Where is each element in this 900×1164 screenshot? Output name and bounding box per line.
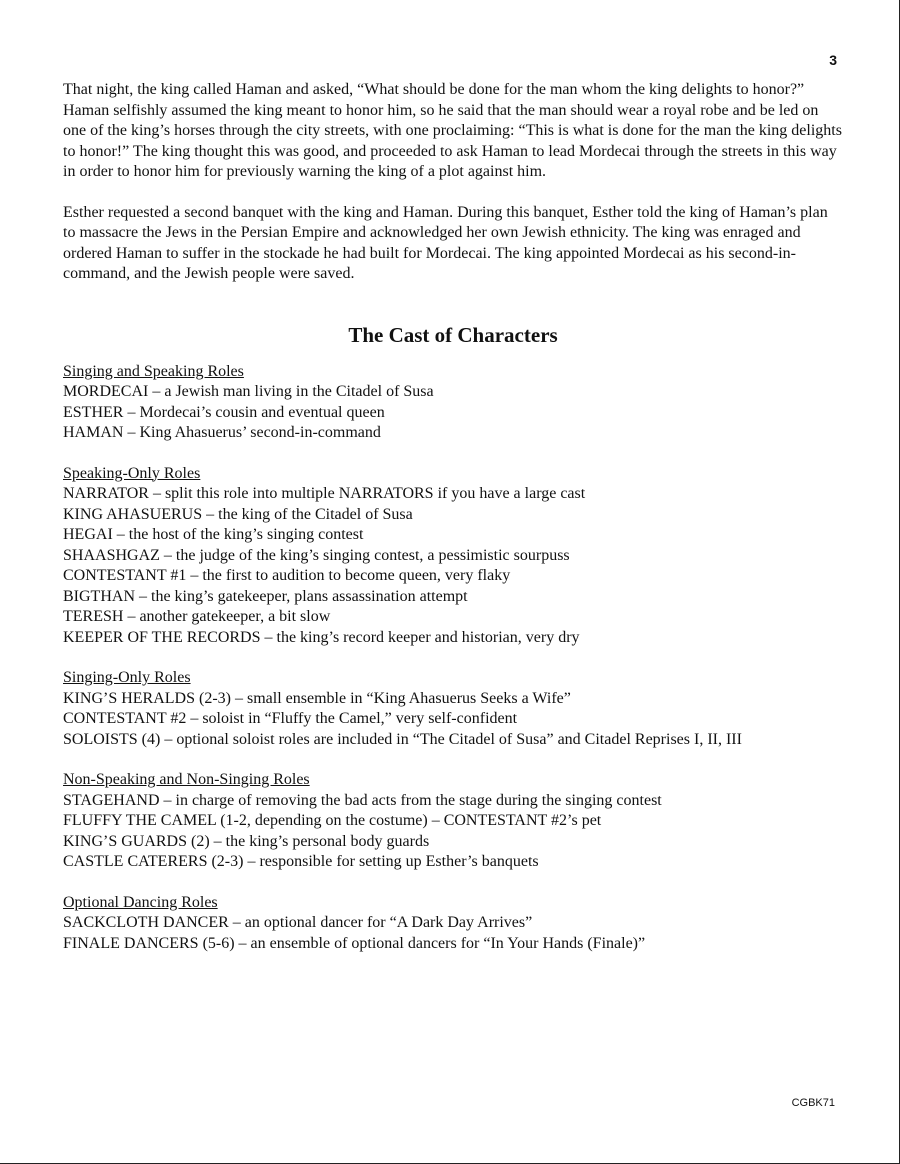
story-paragraph: Esther requested a second banquet with the king and Haman. During this banquet, Esther told the king of Haman’s plan to massacre the Jews in the Persian Empire and acknowledged her own Jewish ethnicity. The king was enraged and ordered Haman to suffer in the stockade he had built for Mordecai. The king appointed Mordecai as his second-in-command, and the Jewish people were saved. xyxy=(63,203,828,282)
role-item: TERESH – another gatekeeper, a bit slow xyxy=(63,608,331,625)
role-item: SHAASHGAZ – the judge of the king’s singing contest, a pessimistic sourpuss xyxy=(63,546,570,564)
role-item: KING’S GUARDS (2) – the king’s personal body guards xyxy=(63,832,430,850)
role-item: KING’S HERALDS (2-3) – small ensemble in “King Ahasuerus Seeks a Wife” xyxy=(63,689,571,707)
role-item: ESTHER – Mordecai’s cousin and eventual queen xyxy=(63,403,385,421)
document-body xyxy=(63,80,843,974)
role-item: HAMAN – King Ahasuerus’ second-in-command xyxy=(63,424,381,441)
role-item: CONTESTANT #2 – soloist in “Fluffy the Camel,” very self-confident xyxy=(63,710,518,727)
catalog-code: CGBK71 xyxy=(791,1097,835,1109)
section-heading: Speaking-Only Roles xyxy=(63,464,201,482)
section-dancing xyxy=(63,893,843,955)
section-singing-only xyxy=(63,668,843,750)
role-item: KEEPER OF THE RECORDS – the king’s record keeper and historian, very dry xyxy=(63,628,580,646)
section-heading: Singing and Speaking Roles xyxy=(63,362,244,380)
section-non-speaking xyxy=(63,770,843,873)
role-item: CASTLE CATERERS (2-3) – responsible for setting up Esther’s banquets xyxy=(63,853,539,870)
role-item: BIGTHAN – the king’s gatekeeper, plans assassination attempt xyxy=(63,587,468,605)
role-item: CONTESTANT #1 – the first to audition to become queen, very flaky xyxy=(63,567,511,584)
story-paragraph: That night, the king called Haman and asked, “What should be done for the man whom the king delights to honor?” Haman selfishly assumed the king meant to honor him, so he said that the man should wear a royal robe and be led on one of the king’s horses through the city streets, with one proclaiming: “This is what is done for the man the king delights to honor!” The king thought this was good, and proceeded to ask Haman to lead Mordecai through the streets in this way in order to honor him for previously warning the king of a plot against him. xyxy=(63,81,842,180)
section-singing-speaking xyxy=(63,362,843,444)
section-heading: Optional Dancing Roles xyxy=(63,893,218,911)
section-heading: Singing-Only Roles xyxy=(63,669,191,686)
section-speaking-only xyxy=(63,464,843,649)
role-item: SACKCLOTH DANCER – an optional dancer for “A Dark Day Arrives” xyxy=(63,914,533,931)
role-item: SOLOISTS (4) – optional soloist roles are included in “The Citadel of Susa” and Citadel Reprises I, II, III xyxy=(63,730,742,748)
role-item: MORDECAI – a Jewish man living in the Citadel of Susa xyxy=(63,383,434,400)
page-number: 3 xyxy=(829,52,837,68)
role-item: KING AHASUERUS – the king of the Citadel of Susa xyxy=(63,505,413,523)
role-item: HEGAI – the host of the king’s singing contest xyxy=(63,526,364,543)
role-item: STAGEHAND – in charge of removing the bad acts from the stage during the singing contest xyxy=(63,791,662,809)
role-item: FLUFFY THE CAMEL (1-2, depending on the costume) – CONTESTANT #2’s pet xyxy=(63,812,602,829)
role-item: FINALE DANCERS (5-6) – an ensemble of optional dancers for “In Your Hands (Finale)” xyxy=(63,934,646,952)
section-heading: Non-Speaking and Non-Singing Roles xyxy=(63,771,310,788)
role-item: NARRATOR – split this role into multiple NARRATORS if you have a large cast xyxy=(63,485,586,502)
cast-title: The Cast of Characters xyxy=(348,322,558,347)
